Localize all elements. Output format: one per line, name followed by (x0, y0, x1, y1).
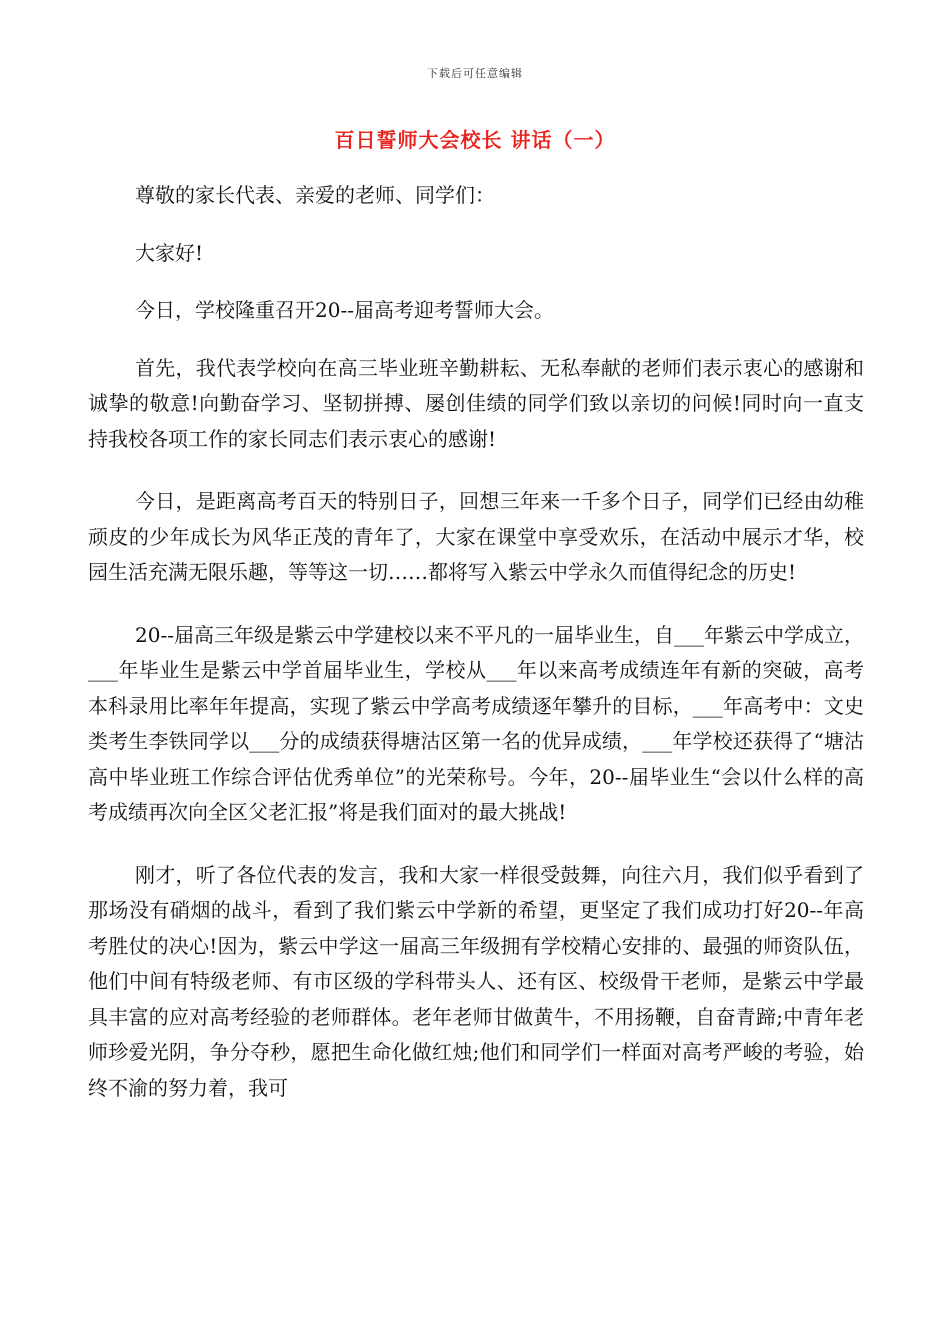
history-paragraph: 20--届高三年级是紫云中学建校以来不平凡的一届毕业生，自___年紫云中学成立，___年毕业生是紫云中学首届毕业生，学校从___年以来高考成绩连年有新的突破，高考本科录用比率年年提高，实现了紫云中学高考成绩逐年攀升的目标，___年高考中：文史类考生李铁同学以___分的成绩获得塘沽区第一名的优异成绩，___年学校还获得了“塘沽高中毕业班工作综合评估优秀单位”的光荣称号。今年，20--届毕业生“会以什么样的高考成绩再次向全区父老汇报”将是我们面对的最大挑战! (88, 622, 864, 824)
document-body (88, 178, 864, 1106)
document-title: 百日誓师大会校长 讲话（一） (334, 128, 616, 152)
memories-paragraph: 今日，是距离高考百天的特别日子，回想三年来一千多个日子，同学们已经由幼稚顽皮的少年成长为风华正茂的青年了，大家在课堂中享受欢乐，在活动中展示才华，校园生活充满无限乐趣，等等这一切……都将写入紫云中学永久而值得纪念的历史! (88, 489, 864, 584)
opening-paragraph: 今日，学校隆重召开20--届高考迎考誓师大会。 (135, 298, 554, 322)
header-note: 下载后可任意编辑 (427, 67, 523, 80)
salutation-paragraph: 尊敬的家长代表、亲爱的老师、同学们： (135, 183, 495, 207)
thanks-paragraph: 首先，我代表学校向在高三毕业班辛勤耕耘、无私奉献的老师们表示衷心的感谢和诚挚的敬意!向勤奋学习、坚韧拼搏、屡创佳绩的同学们致以亲切的问候!同时向一直支持我校各项工作的家长同志们表示衷心的感谢! (88, 355, 864, 451)
teachers-paragraph: 刚才，听了各位代表的发言，我和大家一样很受鼓舞，向往六月，我们似乎看到了那场没有硝烟的战斗，看到了我们紫云中学新的希望，更坚定了我们成功打好20--年高考胜仗的决心!因为，紫云中学这一届高三年级拥有学校精心安排的、最强的师资队伍，他们中间有特级老师、有市区级的学科带头人、还有区、校级骨干老师，是紫云中学最具丰富的应对高考经验的老师群体。老年老师甘做黄牛，不用扬鞭，自奋青蹄;中青年老师珍爱光阴，争分夺秒，愿把生命化做红烛;他们和同学们一样面对高考严峻的考验，始终不渝的努力着，我可 (88, 862, 864, 1100)
greeting-paragraph: 大家好! (135, 240, 204, 265)
